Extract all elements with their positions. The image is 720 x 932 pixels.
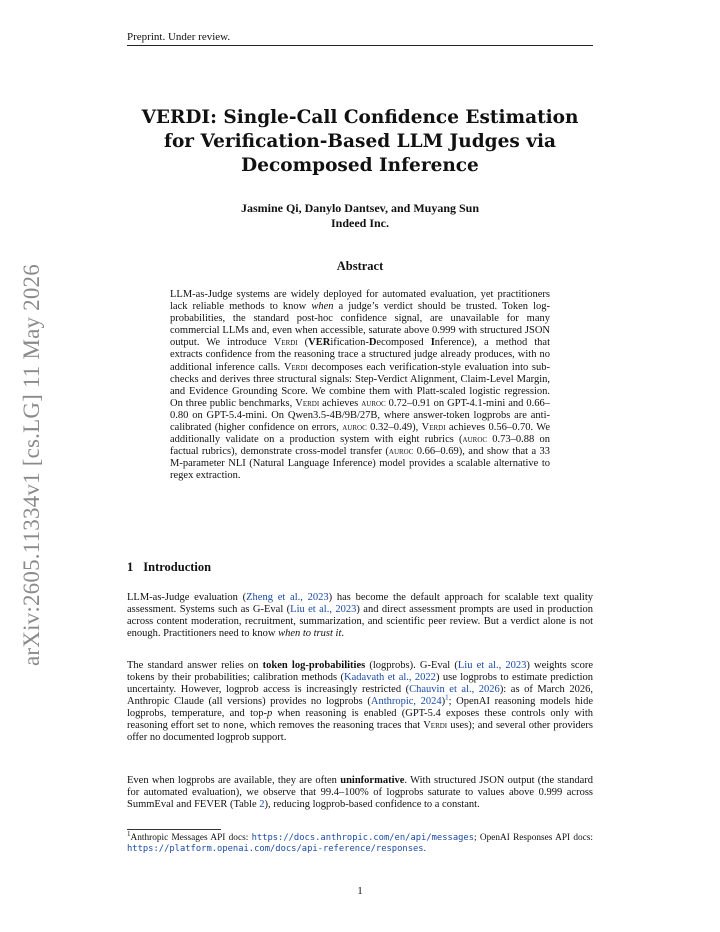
- paragraph-text: , which removes the reasoning traces that: [244, 720, 424, 731]
- paragraph-text: ) has become the default approach for scalable text quality assessment. Systems such as G-Eval (: [127, 592, 593, 615]
- abstract-text: achieves: [319, 397, 362, 409]
- citation-link[interactable]: Zheng et al., 2023: [246, 592, 329, 603]
- paragraph-text: ), reducing logprob-based confidence to a constant.: [264, 799, 480, 810]
- auroc-term: auroc: [342, 422, 367, 434]
- footnote-marker[interactable]: 1: [445, 693, 449, 702]
- verdi-name: Verdi: [273, 337, 298, 349]
- citation-link[interactable]: Kadavath et al., 2022: [344, 672, 436, 683]
- intro-paragraph-1: [127, 592, 593, 640]
- intro-paragraph-2: [127, 660, 593, 744]
- paragraph-text: . With structured JSON output (the standard for automated evaluation), we observe that 99.4–100% of logprobs saturate to values above 0.999 across SummEval and FEVER (Table: [127, 775, 593, 810]
- auroc-term: auroc: [361, 397, 386, 409]
- abstract-emphasis: when: [311, 301, 334, 313]
- paragraph-text: ) use logprobs to estimate prediction uncertainty. However, logprob access is increasingly restricted (: [127, 672, 593, 695]
- abstract-heading: Abstract: [336, 259, 384, 273]
- auroc-term: auroc: [388, 446, 414, 458]
- paper-title: VERDI: Single-Call Confidence Estimation for Verification-Based LLM Judges via Decomposed Inference: [141, 107, 579, 176]
- paragraph-text: Even when logprobs are available, they are often: [127, 775, 341, 786]
- paragraph-text: ): as of March 2026, Anthropic Claude (all versions) provides no logprobs (: [127, 684, 593, 707]
- paragraph-emphasis: when to trust it: [278, 628, 342, 639]
- paragraph-text: ) and direct assessment prompts are used in production across content moderation, recruitment, summarization, and scientific peer review. But a verdict alone is not enough. Practitioners need to know: [127, 604, 593, 639]
- abstract-text: a judge’s verdict should be trusted. Token log-probabilities, the standard post-hoc confidence signal, are unavailable for many commercial LLMs and, even when accessible, saturate above 0.999 with structured JSON output. We introduce: [170, 301, 550, 349]
- paragraph-text: ) weights score tokens by their probabilities; calibration methods (: [127, 660, 593, 683]
- abstract-text: 0.66–0.69), and show that a 33 M-parameter NLI (Natural Language Inference) model provides a scalable alternative to regex extraction.: [170, 446, 551, 482]
- paragraph-text: uses); and several other providers offer no documented logprob support.: [127, 720, 593, 743]
- abstract-text: ification-: [330, 337, 369, 349]
- auroc-term: auroc: [462, 434, 488, 446]
- section-heading: [127, 560, 211, 575]
- abstract-text: nference), a method that extracts confidence from the reasoning trace a structured judge already produces, with no additional inference calls.: [170, 337, 550, 373]
- acronym-letter: I: [430, 337, 435, 349]
- acronym-letter: D: [368, 337, 377, 349]
- author-block: [127, 201, 593, 231]
- section-number: 1: [127, 560, 134, 574]
- page-number: 1: [357, 885, 363, 897]
- header-rule: [127, 45, 593, 46]
- anthropic-docs-link[interactable]: https://docs.anthropic.com/en/api/messages: [251, 833, 475, 843]
- abstract-text: (: [297, 337, 309, 349]
- arxiv-stamp: arXiv:2605.11334v1 [cs.LG] 11 May 2026: [19, 264, 44, 666]
- paragraph-bold: token log-probabilities: [262, 660, 366, 671]
- abstract-text: 0.32–0.49),: [366, 422, 422, 434]
- paragraph-text: when reasoning is enabled (GPT-5.4 exposes these controls only with reasoning effort set to: [127, 708, 593, 731]
- abstract-text: 0.72–0.91 on GPT-4.1-mini and 0.66–0.80 on GPT-5.4-mini. On Qwen3.5-4B/9B/27B, where answer-token logprobs are anti-calibrated (higher confidence on errors,: [170, 397, 550, 434]
- paragraph-text: ; OpenAI reasoning models hide logprobs, temperature, and top-: [127, 696, 593, 719]
- abstract-text: ecomposed: [376, 337, 431, 349]
- footnote-mark: 1: [127, 829, 131, 838]
- openai-docs-link[interactable]: https://platform.openai.com/docs/api-reference/responses: [127, 844, 424, 854]
- table-ref-link[interactable]: 2: [259, 799, 265, 810]
- section-title: Introduction: [143, 560, 212, 574]
- paragraph-text: ): [441, 696, 446, 707]
- citation-link[interactable]: Liu et al., 2023: [457, 660, 527, 671]
- acronym-letter: VER: [308, 337, 331, 349]
- footnote-rule: [127, 829, 221, 830]
- running-header: Preprint. Under review.: [127, 31, 231, 43]
- paragraph-text: The standard answer relies on: [127, 660, 263, 671]
- abstract-text: LLM-as-Judge systems are widely deployed for automated evaluation, yet practitioners lack reliable methods to know: [170, 289, 550, 313]
- verdi-name: Verdi: [423, 720, 448, 731]
- paragraph-bold: uninformative: [340, 775, 405, 786]
- paragraph-text: (logprobs). G-Eval (: [365, 660, 458, 671]
- inline-code: none: [222, 721, 245, 731]
- author-affiliation: Indeed Inc.: [330, 216, 389, 230]
- paragraph-text: .: [341, 628, 344, 639]
- citation-link[interactable]: Chauvin et al., 2026: [409, 684, 500, 695]
- intro-paragraph-3: [127, 775, 593, 811]
- paragraph-text: LLM-as-Judge evaluation (: [127, 592, 247, 603]
- abstract-body: [170, 289, 550, 483]
- abstract-text: achieves 0.56–0.70. We additionally validate on a production system with eight rubrics (: [170, 422, 550, 446]
- verdi-name: Verdi: [421, 422, 446, 434]
- verdi-name: Verdi: [283, 361, 308, 373]
- abstract-text: decomposes each verification-style evaluation into sub-checks and derives three structural signals: Step-Verdict Alignment, Claim-Level Margin, and Evidence Grounding Score. We combine them with Platt-scaled logistic regression. On three public benchmarks,: [170, 361, 550, 409]
- footnote-text: ; OpenAI Responses API docs:: [474, 833, 594, 843]
- citation-link[interactable]: Anthropic, 2024: [370, 696, 442, 707]
- footnote-text: Anthropic Messages API docs:: [130, 833, 252, 843]
- citation-link[interactable]: Liu et al., 2023: [290, 604, 357, 615]
- paragraph-emphasis: p: [266, 708, 273, 719]
- verdi-name: Verdi: [295, 397, 320, 409]
- footnote: [127, 829, 594, 855]
- author-names: Jasmine Qi, Danylo Dantsev, and Muyang Sun: [240, 201, 480, 215]
- footnote-text: .: [423, 844, 426, 854]
- abstract-text: 0.73–0.88 on factual rubrics), demonstrate cross-model transfer (: [170, 434, 551, 458]
